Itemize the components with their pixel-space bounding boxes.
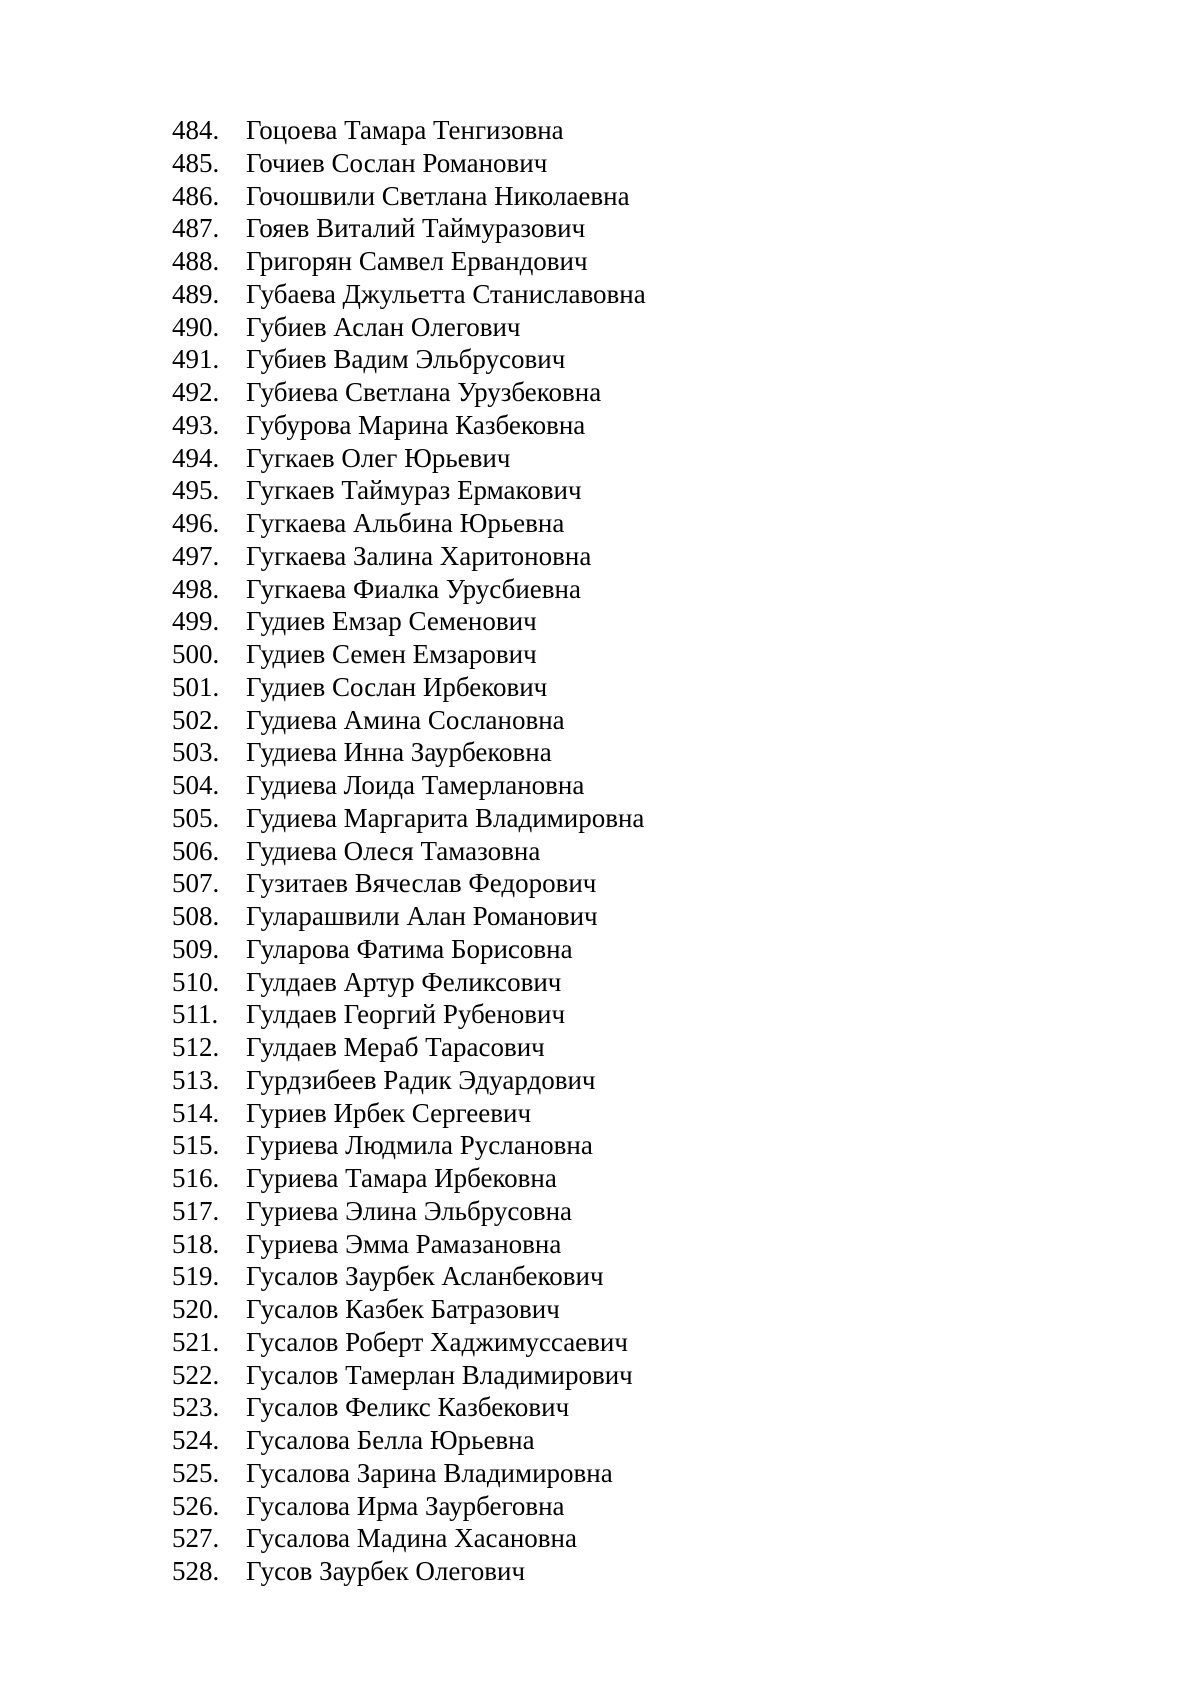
list-item	[172, 311, 646, 344]
person-name: Гусалов Казбек Батразович	[246, 1294, 560, 1324]
list-item	[172, 507, 646, 540]
list-item	[172, 1424, 646, 1457]
item-number: 489.	[172, 278, 220, 309]
item-number: 519.	[172, 1261, 220, 1292]
item-number: 485.	[172, 147, 220, 178]
person-name: Гусалова Белла Юрьевна	[246, 1425, 535, 1455]
person-name: Гусалов Феликс Казбекович	[246, 1392, 570, 1423]
list-item	[172, 736, 646, 769]
item-number: 511.	[172, 999, 219, 1030]
list-item	[172, 1490, 646, 1523]
item-number: 526.	[172, 1490, 220, 1521]
person-name: Гурдзибеев Радик Эдуардович	[246, 1064, 596, 1095]
list-item	[172, 343, 646, 376]
person-name: Гусалов Заурбек Асланбекович	[246, 1261, 604, 1292]
item-number: 504.	[172, 770, 220, 800]
person-name: Григорян Самвел Ервандович	[246, 246, 588, 276]
item-number: 512.	[172, 1032, 220, 1062]
list-item	[172, 835, 646, 868]
person-name: Губиева Светлана Урузбековна	[246, 377, 602, 407]
item-number: 521.	[172, 1326, 220, 1357]
person-name: Гудиева Олеся Тамазовна	[246, 835, 541, 866]
item-number: 520.	[172, 1294, 220, 1324]
name-list	[172, 114, 646, 1588]
person-name: Гочиев Сослан Романович	[246, 147, 548, 178]
item-number: 502.	[172, 704, 220, 735]
item-number: 507.	[172, 868, 220, 899]
person-name: Гуларашвили Алан Романович	[246, 901, 598, 931]
list-item	[172, 1064, 646, 1097]
item-number: 517.	[172, 1195, 220, 1226]
item-number: 513.	[172, 1064, 220, 1095]
list-item	[172, 278, 646, 311]
list-item	[172, 180, 646, 213]
person-name: Гояев Виталий Таймуразович	[246, 213, 586, 244]
person-name: Гудиева Инна Заурбековна	[246, 737, 552, 768]
item-number: 496.	[172, 508, 220, 538]
item-number: 506.	[172, 835, 220, 866]
item-number: 497.	[172, 540, 220, 571]
list-item	[172, 114, 646, 147]
item-number: 488.	[172, 246, 220, 276]
item-number: 494.	[172, 442, 220, 473]
item-number: 484.	[172, 115, 220, 145]
person-name: Гоцоева Тамара Тенгизовна	[246, 115, 564, 145]
item-number: 490.	[172, 311, 220, 342]
person-name: Гуриев Ирбек Сергеевич	[246, 1097, 532, 1128]
item-number: 522.	[172, 1359, 220, 1390]
list-item	[172, 998, 646, 1031]
person-name: Гуриева Людмила Руслановна	[246, 1130, 593, 1161]
person-name: Губаева Джульетта Станиславовна	[246, 278, 646, 309]
list-item	[172, 1195, 646, 1228]
item-number: 503.	[172, 737, 220, 768]
item-number: 505.	[172, 802, 220, 833]
list-item	[172, 1293, 646, 1326]
list-item	[172, 540, 646, 573]
item-number: 495.	[172, 475, 220, 506]
item-number: 509.	[172, 933, 220, 964]
item-number: 508.	[172, 901, 220, 931]
item-number: 500.	[172, 639, 220, 669]
list-item	[172, 474, 646, 507]
person-name: Гусалова Мадина Хасановна	[246, 1523, 577, 1554]
person-name: Гулдаев Георгий Рубенович	[246, 999, 566, 1030]
person-name: Губурова Марина Казбековна	[246, 409, 586, 440]
person-name: Гугкаева Альбина Юрьевна	[246, 508, 565, 538]
item-number: 501.	[172, 671, 220, 702]
person-name: Гулдаев Артур Феликсович	[246, 966, 562, 997]
person-name: Гугкаева Фиалка Урусбиевна	[246, 573, 581, 604]
person-name: Гулдаев Мераб Тарасович	[246, 1032, 545, 1062]
list-item	[172, 245, 646, 278]
person-name: Гугкаева Залина Харитоновна	[246, 540, 592, 571]
person-name: Губиев Аслан Олегович	[246, 311, 521, 342]
list-item	[172, 933, 646, 966]
list-item	[172, 1031, 646, 1064]
list-item	[172, 1326, 646, 1359]
list-item	[172, 867, 646, 900]
person-name: Гудиев Емзар Семенович	[246, 606, 537, 637]
item-number: 514.	[172, 1097, 220, 1128]
person-name: Гочошвили Светлана Николаевна	[246, 180, 630, 211]
list-item	[172, 376, 646, 409]
person-name: Гуларова Фатима Борисовна	[246, 933, 573, 964]
person-name: Гудиева Амина Сослановна	[246, 704, 565, 735]
person-name: Гусов Заурбек Олегович	[246, 1556, 526, 1586]
person-name: Гузитаев Вячеслав Федорович	[246, 868, 597, 899]
list-item	[172, 1391, 646, 1424]
list-item	[172, 1359, 646, 1392]
list-item	[172, 1129, 646, 1162]
list-item	[172, 802, 646, 835]
item-number: 491.	[172, 344, 220, 375]
item-number: 523.	[172, 1392, 220, 1423]
item-number: 498.	[172, 573, 220, 604]
item-number: 528.	[172, 1556, 220, 1586]
item-number: 515.	[172, 1130, 220, 1161]
item-number: 510.	[172, 966, 220, 997]
list-item	[172, 704, 646, 737]
item-number: 524.	[172, 1425, 220, 1455]
person-name: Гуриева Эмма Рамазановна	[246, 1228, 562, 1259]
person-name: Гусалова Ирма Заурбеговна	[246, 1490, 565, 1521]
list-item	[172, 1260, 646, 1293]
item-number: 486.	[172, 180, 220, 211]
list-item	[172, 638, 646, 671]
person-name: Губиев Вадим Эльбрусович	[246, 344, 566, 375]
list-item	[172, 1457, 646, 1490]
person-name: Гусалов Роберт Хаджимуссаевич	[246, 1326, 628, 1357]
person-name: Гусалова Зарина Владимировна	[246, 1457, 613, 1488]
item-number: 499.	[172, 606, 220, 637]
list-item	[172, 1097, 646, 1130]
item-number: 493.	[172, 409, 220, 440]
list-item	[172, 1555, 646, 1588]
list-item	[172, 147, 646, 180]
person-name: Гудиева Маргарита Владимировна	[246, 802, 645, 833]
item-number: 492.	[172, 377, 220, 407]
item-number: 527.	[172, 1523, 220, 1554]
person-name: Гудиева Лоида Тамерлановна	[246, 770, 585, 800]
list-item	[172, 900, 646, 933]
list-item	[172, 442, 646, 475]
person-name: Гугкаев Олег Юрьевич	[246, 442, 511, 473]
item-number: 518.	[172, 1228, 220, 1259]
person-name: Гудиев Сослан Ирбекович	[246, 671, 548, 702]
list-item	[172, 671, 646, 704]
person-name: Гугкаев Таймураз Ермакович	[246, 475, 582, 506]
item-number: 516.	[172, 1163, 220, 1193]
person-name: Гусалов Тамерлан Владимирович	[246, 1359, 633, 1390]
list-item	[172, 212, 646, 245]
list-item	[172, 573, 646, 606]
list-item	[172, 605, 646, 638]
list-item	[172, 1162, 646, 1195]
list-item	[172, 409, 646, 442]
list-item	[172, 769, 646, 802]
list-item	[172, 1228, 646, 1261]
list-item	[172, 1522, 646, 1555]
person-name: Гуриева Тамара Ирбековна	[246, 1163, 557, 1193]
person-name: Гуриева Элина Эльбрусовна	[246, 1195, 573, 1226]
person-name: Гудиев Семен Емзарович	[246, 639, 537, 669]
item-number: 525.	[172, 1457, 220, 1488]
item-number: 487.	[172, 213, 220, 244]
list-item	[172, 966, 646, 999]
